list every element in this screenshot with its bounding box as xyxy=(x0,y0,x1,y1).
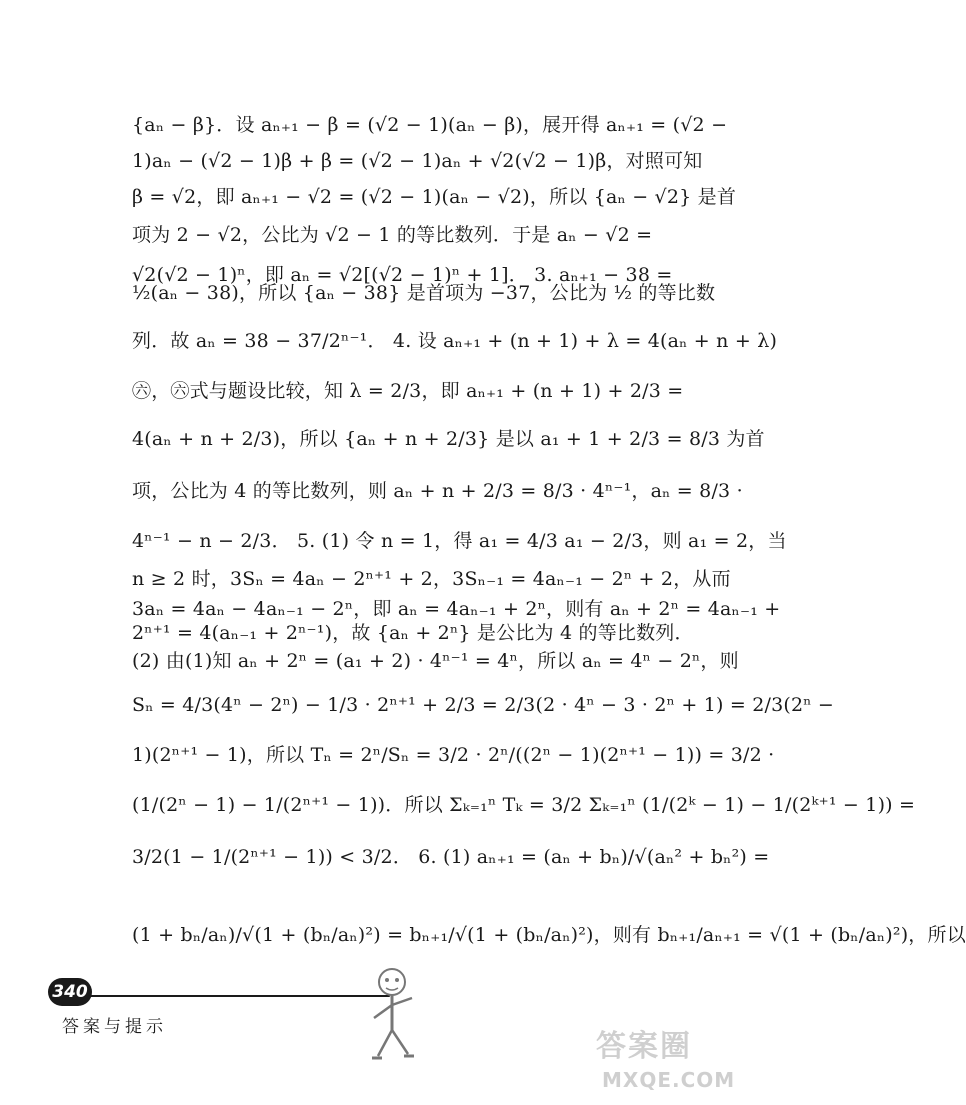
text-line: ½(aₙ − 38)，所以 {aₙ − 38} 是首项为 −37，公比为 ½ 的等比数 xyxy=(132,282,716,304)
text-line: β = √2，即 aₙ₊₁ − √2 = (√2 − 1)(aₙ − √2)，所以 {aₙ − √2} 是首 xyxy=(132,186,737,208)
text-line: (2) 由(1)知 aₙ + 2ⁿ = (a₁ + 2) · 4ⁿ⁻¹ = 4ⁿ，所以 aₙ = 4ⁿ − 2ⁿ，则 xyxy=(132,650,739,672)
text-line: 3/2(1 − 1/(2ⁿ⁺¹ − 1)) < 3/2． 6. (1) aₙ₊₁ = (aₙ + bₙ)/√(aₙ² + bₙ²) = xyxy=(132,846,770,868)
text-line: 2ⁿ⁺¹ = 4(aₙ₋₁ + 2ⁿ⁻¹)，故 {aₙ + 2ⁿ} 是公比为 4 的等比数列． xyxy=(132,622,694,644)
text-line: 4(aₙ + n + 2/3)，所以 {aₙ + n + 2/3} 是以 a₁ + 1 + 2/3 = 8/3 为首 xyxy=(132,428,765,450)
text-line: 项为 2 − √2，公比为 √2 − 1 的等比数列．于是 aₙ − √2 = xyxy=(132,224,653,246)
text-line: ㊅，㊅式与题设比较，知 λ = 2/3，即 aₙ₊₁ + (n + 1) + 2/3 = xyxy=(132,380,684,402)
text-line: 列．故 aₙ = 38 − 37/2ⁿ⁻¹． 4. 设 aₙ₊₁ + (n + 1) + λ = 4(aₙ + n + λ) xyxy=(132,330,778,352)
footer-section-label: 答案与提示 xyxy=(62,1017,167,1037)
text-line: √2(√2 − 1)ⁿ，即 aₙ = √2[(√2 − 1)ⁿ + 1]． 3. aₙ₊₁ − 38 = xyxy=(132,264,673,286)
watermark-url: MXQE.COM xyxy=(602,1068,736,1092)
page-number-badge: 340 xyxy=(48,978,92,1006)
cartoon-mascot-icon xyxy=(352,960,432,1070)
text-line: (1/(2ⁿ − 1) − 1/(2ⁿ⁺¹ − 1))．所以 Σₖ₌₁ⁿ Tₖ = 3/2 Σₖ₌₁ⁿ (1/(2ᵏ − 1) − 1/(2ᵏ⁺¹ − 1)) = xyxy=(132,794,916,816)
text-line: Sₙ = 4/3(4ⁿ − 2ⁿ) − 1/3 · 2ⁿ⁺¹ + 2/3 = 2/3(2 · 4ⁿ − 3 · 2ⁿ + 1) = 2/3(2ⁿ − xyxy=(132,694,835,716)
text-line: 3aₙ = 4aₙ − 4aₙ₋₁ − 2ⁿ，即 aₙ = 4aₙ₋₁ + 2ⁿ，则有 aₙ + 2ⁿ = 4aₙ₋₁ + xyxy=(132,598,781,620)
text-line: 1)aₙ − (√2 − 1)β + β = (√2 − 1)aₙ + √2(√2 − 1)β，对照可知 xyxy=(132,150,703,172)
text-line: {aₙ − β}．设 aₙ₊₁ − β = (√2 − 1)(aₙ − β)，展开得 aₙ₊₁ = (√2 − xyxy=(132,114,728,136)
text-line: (1 + bₙ/aₙ)/√(1 + (bₙ/aₙ)²) = bₙ₊₁/√(1 + (bₙ/aₙ)²)，则有 bₙ₊₁/aₙ₊₁ = √(1 + (bₙ/aₙ)²)，所以 xyxy=(132,924,966,946)
text-line: n ≥ 2 时，3Sₙ = 4aₙ − 2ⁿ⁺¹ + 2，3Sₙ₋₁ = 4aₙ₋₁ − 2ⁿ + 2，从而 xyxy=(132,568,731,590)
text-line: 1)(2ⁿ⁺¹ − 1)，所以 Tₙ = 2ⁿ/Sₙ = 3/2 · 2ⁿ/((2ⁿ − 1)(2ⁿ⁺¹ − 1)) = 3/2 · xyxy=(132,744,775,766)
watermark-logo: 答案圈 xyxy=(596,1029,692,1064)
text-line: 4ⁿ⁻¹ − n − 2/3． 5. (1) 令 n = 1，得 a₁ = 4/3 a₁ − 2/3，则 a₁ = 2，当 xyxy=(132,530,787,552)
text-line: 项，公比为 4 的等比数列，则 aₙ + n + 2/3 = 8/3 · 4ⁿ⁻¹，aₙ = 8/3 · xyxy=(132,480,743,502)
footer-divider xyxy=(55,995,390,997)
